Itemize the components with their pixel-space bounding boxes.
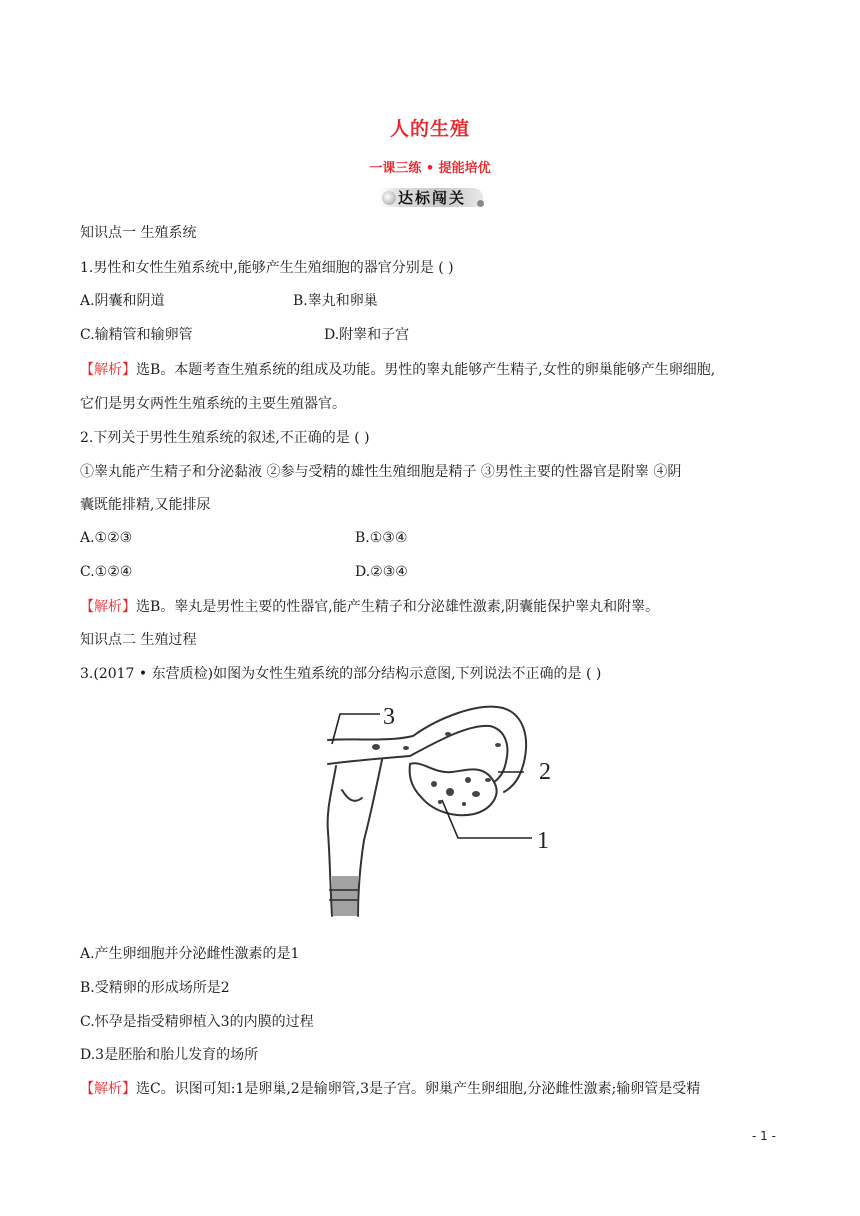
analysis-tag: 【解析】 [80, 599, 136, 615]
q1-option-c: C.输精管和输卵管 [80, 327, 193, 343]
banner-dot-icon [477, 200, 484, 207]
q2-stem: 2.下列关于男性生殖系统的叙述,不正确的是 ( ) [80, 430, 370, 446]
page-title: 人的生殖 [389, 118, 470, 140]
q2-option-c: C.①②④ [80, 564, 133, 580]
q3-analysis-text: 选C。识图可知:1是卵巢,2是输卵管,3是子宫。卵巢产生卵细胞,分泌雌性激素;输卵管是受精 [136, 1081, 701, 1097]
q1-analysis-text-2: 它们是男女两性生殖系统的主要生殖器官。 [80, 396, 346, 412]
q1-analysis-text-1: 选B。本题考查生殖系统的组成及功能。男性的睾丸能够产生精子,女性的卵巢能够产生卵细胞, [136, 362, 716, 378]
q2-option-b: B.①③④ [355, 530, 408, 546]
figure-label-2: 2 [539, 759, 551, 785]
q1-option-a: A.阴囊和阴道 [80, 293, 165, 309]
knowledge-point-2: 知识点二 生殖过程 [80, 632, 197, 648]
analysis-tag: 【解析】 [80, 362, 136, 378]
q2-option-a: A.①②③ [80, 530, 133, 546]
q3-option-b: B.受精卵的形成场所是2 [80, 980, 230, 996]
q2-items-2: 囊既能排精,又能排尿 [80, 497, 211, 513]
q3-option-d: D.3是胚胎和胎儿发育的场所 [80, 1047, 259, 1063]
q3-analysis [80, 1079, 700, 1099]
q2-option-d: D.②③④ [355, 564, 408, 580]
figure-label-1: 1 [537, 828, 549, 854]
analysis-tag: 【解析】 [80, 1081, 136, 1097]
q3-option-c: C.怀孕是指受精卵植入3的内膜的过程 [80, 1014, 314, 1030]
q3-stem: 3.(2017 • 东营质检)如图为女性生殖系统的部分结构示意图,下列说法不正确的是 ( ) [80, 666, 602, 682]
section-title: 达标闯关 [398, 188, 467, 207]
q1-analysis [80, 360, 715, 380]
knowledge-point-1: 知识点一 生殖系统 [80, 225, 197, 241]
page-subtitle: 一课三练 • 提能培优 [369, 161, 491, 176]
page-number: - 1 - [752, 1129, 776, 1143]
q2-items-1: ①睾丸能产生精子和分泌黏液 ②参与受精的雄性生殖细胞是精子 ③男性主要的性器官是附睾 ④阴 [80, 464, 682, 480]
banner-leaf-icon [382, 191, 396, 205]
q1-option-b: B.睾丸和卵巢 [293, 293, 378, 309]
figure-label-3: 3 [383, 704, 395, 730]
section-banner [380, 185, 485, 209]
q2-analysis [80, 597, 659, 617]
q1-stem: 1.男性和女性生殖系统中,能够产生生殖细胞的器官分别是 ( ) [80, 260, 454, 276]
q2-analysis-text: 选B。睾丸是男性主要的性器官,能产生精子和分泌雄性激素,阴囊能保护睾丸和附睾。 [136, 599, 660, 615]
q1-option-d: D.附睾和子宫 [324, 327, 410, 343]
female-reproductive-diagram [318, 700, 563, 922]
q3-option-a: A.产生卵细胞并分泌雌性激素的是1 [80, 946, 300, 962]
